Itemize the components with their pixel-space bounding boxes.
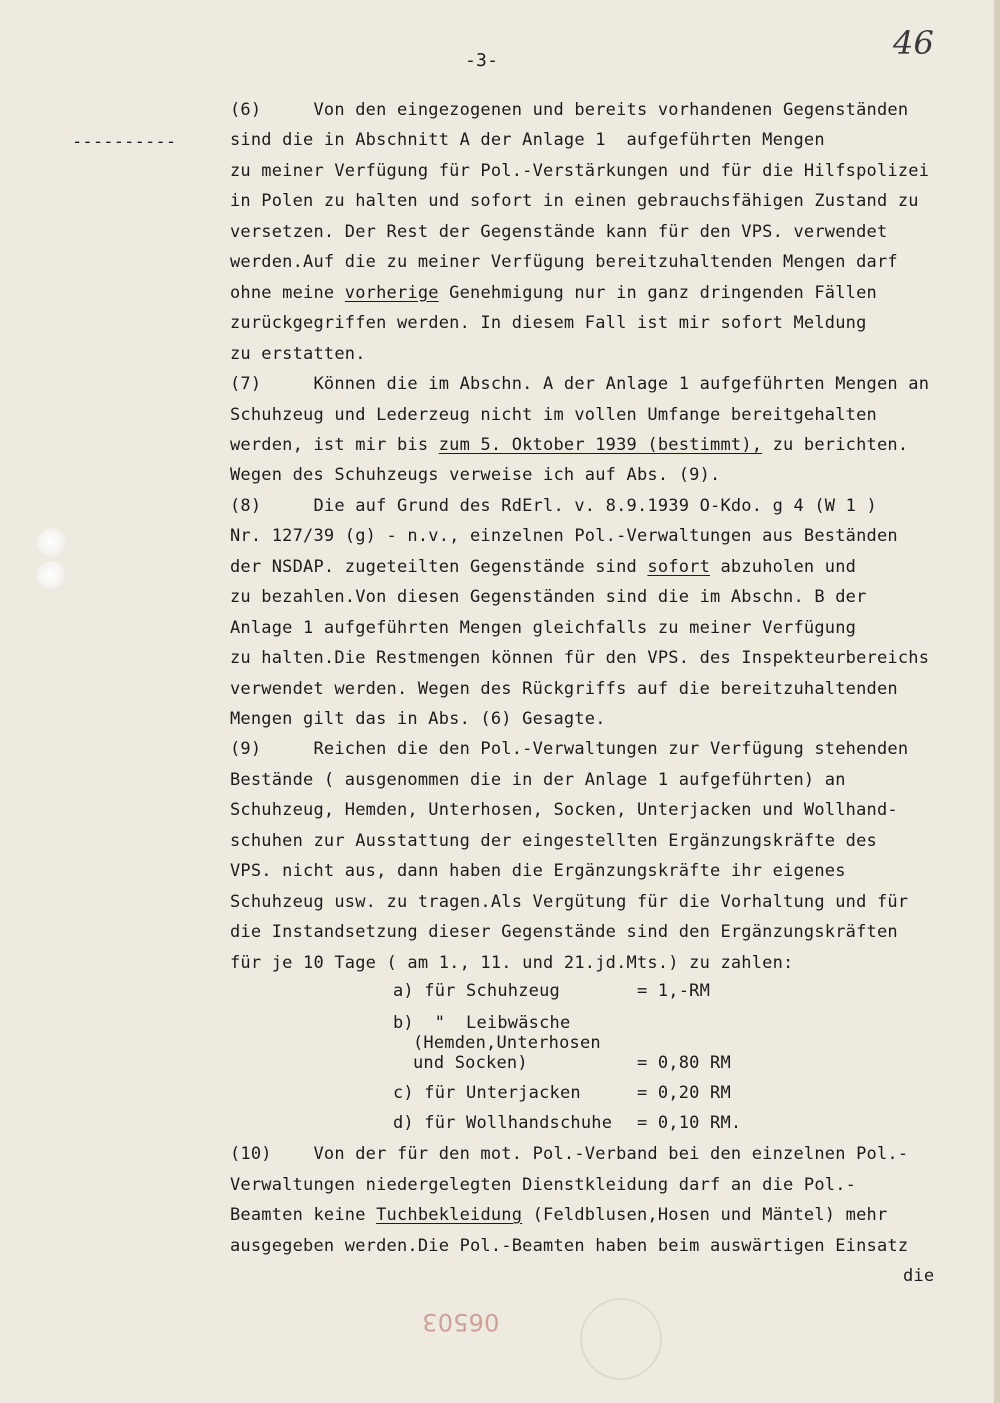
text-line [230, 892, 908, 912]
text-run: Schuhzeug, Hemden, Unterhosen, Socken, Unterjacken und Wollhand- [230, 800, 898, 821]
text-run: zu meiner Verfügung für Pol.-Verstärkungen und für die Hilfspolizei [230, 160, 930, 181]
text-line [230, 313, 867, 333]
text-line [230, 344, 366, 364]
payment-b-label: b) " Leibwäsche [393, 1013, 571, 1033]
text-run: (6) Von den eingezogenen und bereits vorhandenen Gegenständen [230, 100, 909, 120]
text-run: (9) Reichen die den Pol.-Verwaltungen zur Verfügung stehenden [230, 739, 909, 760]
payment-d-label: d) für Wollhandschuhe [393, 1113, 613, 1133]
payment-c-label: c) für Unterjacken [393, 1083, 581, 1103]
text-line [230, 1236, 908, 1256]
underlined-text: zum 5. Oktober 1939 (bestimmt), [438, 434, 763, 455]
text-line [230, 191, 919, 211]
text-line [230, 374, 929, 394]
text-line [230, 283, 877, 303]
text-run: schuhen zur Ausstattung der eingestellten Ergänzungskräfte des [230, 830, 877, 851]
text-line [230, 465, 720, 485]
round-stamp-ghost [580, 1298, 662, 1380]
margin-dashes: ---------- [72, 132, 177, 152]
text-line [230, 800, 898, 820]
catchword: die [903, 1266, 935, 1286]
text-run: Nr. 127/39 (g) - n.v., einzelnen Pol.-Verwaltungen aus Beständen [230, 526, 898, 547]
text-line [230, 770, 846, 790]
payment-c-amount: = 0,20 RM [637, 1083, 731, 1103]
text-line [230, 252, 898, 272]
text-run: zu erstatten. [230, 343, 366, 364]
payment-b-amount: = 0,80 RM [637, 1053, 731, 1073]
text-run: werden, ist mir bis [230, 434, 439, 455]
payment-b-detail-2: und Socken) [413, 1053, 528, 1073]
text-run: zu bezahlen.Von diesen Gegenständen sind die im Abschn. B der [230, 587, 867, 608]
punch-hole-top [37, 528, 67, 558]
text-run: Beamten keine [230, 1205, 377, 1225]
payment-a-label: a) für Schuhzeug [393, 981, 560, 1001]
text-line [230, 831, 877, 851]
text-line [230, 1175, 856, 1195]
text-run: Schuhzeug und Lederzeug nicht im vollen Umfange bereitgehalten [230, 404, 877, 425]
text-run: zu halten.Die Restmengen können für den VPS. des Inspekteurbereichs [230, 648, 930, 669]
text-run: VPS. nicht aus, dann haben die Ergänzungskräfte ihr eigenes [230, 861, 846, 882]
text-line [230, 922, 898, 942]
text-run: (Feldblusen,Hosen und Mäntel) mehr [522, 1205, 888, 1225]
text-run: werden.Auf die zu meiner Verfügung bereitzuhaltenden Mengen darf [230, 252, 898, 273]
text-line [230, 496, 877, 516]
text-run: (10) Von der für den mot. Pol.-Verband bei den einzelnen Pol.- [230, 1144, 909, 1164]
text-line [230, 100, 908, 120]
text-run: Schuhzeug usw. zu tragen.Als Vergütung für die Vorhaltung und für [230, 891, 909, 912]
text-run: für je 10 Tage ( am 1., 11. und 21.jd.Mts.) zu zahlen: [230, 952, 794, 973]
underlined-text: sofort [647, 556, 711, 577]
underlined-text: Tuchbekleidung [376, 1205, 523, 1225]
text-run: zurückgegriffen werden. In diesem Fall ist mir sofort Meldung [230, 313, 867, 334]
payment-b-detail-1: (Hemden,Unterhosen [413, 1033, 601, 1053]
text-run: versetzen. Der Rest der Gegenstände kann für den VPS. verwendet [230, 221, 888, 242]
punch-hole-bottom [37, 561, 67, 591]
text-run: die Instandsetzung dieser Gegenstände sind den Ergänzungskräften [230, 922, 898, 943]
text-line [230, 861, 846, 881]
text-run: sind die in Abschnitt A der Anlage 1 aufgeführten Mengen [230, 130, 825, 151]
text-line [230, 679, 898, 699]
text-run: Verwaltungen niedergelegten Dienstkleidung darf an die Pol.- [230, 1174, 857, 1195]
text-run: ausgegeben werden.Die Pol.-Beamten haben beim auswärtigen Einsatz [230, 1235, 909, 1256]
text-run: der NSDAP. zugeteilten Gegenstände sind [230, 556, 648, 577]
text-line [230, 618, 856, 638]
text-run: in Polen zu halten und sofort in einen gebrauchsfähigen Zustand zu [230, 191, 919, 212]
payment-a-amount: = 1,-RM [637, 981, 711, 1001]
text-run: abzuholen und [710, 556, 857, 577]
text-run: Bestände ( ausgenommen die in der Anlage 1 aufgeführten) an [230, 769, 846, 790]
page-edge [994, 0, 1000, 1403]
text-line [230, 405, 877, 425]
text-line [230, 587, 867, 607]
text-line [230, 1205, 887, 1225]
text-line [230, 953, 793, 973]
text-line [230, 739, 908, 759]
text-line [230, 709, 606, 729]
text-line [230, 1144, 908, 1164]
text-line [230, 557, 856, 577]
text-line [230, 435, 908, 455]
payment-d-amount: = 0,10 RM. [637, 1113, 742, 1133]
folio-number: 46 [893, 24, 935, 62]
text-run: (8) Die auf Grund des RdErl. v. 8.9.1939 O-Kdo. g 4 (W 1 ) [230, 495, 877, 516]
page-number: -3- [465, 50, 499, 71]
underlined-text: vorherige [344, 282, 439, 303]
text-run: (7) Können die im Abschn. A der Anlage 1 aufgeführten Mengen an [230, 374, 930, 395]
text-line [230, 526, 898, 546]
text-line [230, 130, 825, 150]
text-line [230, 648, 929, 668]
text-run: Mengen gilt das in Abs. (6) Gesagte. [230, 709, 606, 729]
text-run: Anlage 1 aufgeführten Mengen gleichfalls zu meiner Verfügung [230, 617, 857, 638]
text-run: zu berichten. [762, 434, 909, 455]
text-run: ohne meine [230, 282, 345, 303]
text-run: verwendet werden. Wegen des Rückgriffs auf die bereitzuhaltenden [230, 678, 898, 699]
text-line [230, 161, 929, 181]
text-run: Wegen des Schuhzeugs verweise ich auf Abs. (9). [230, 465, 721, 486]
text-run: Genehmigung nur in ganz dringenden Fällen [438, 282, 877, 303]
archive-stamp-number: 06503 [422, 1308, 500, 1336]
text-line [230, 222, 887, 242]
